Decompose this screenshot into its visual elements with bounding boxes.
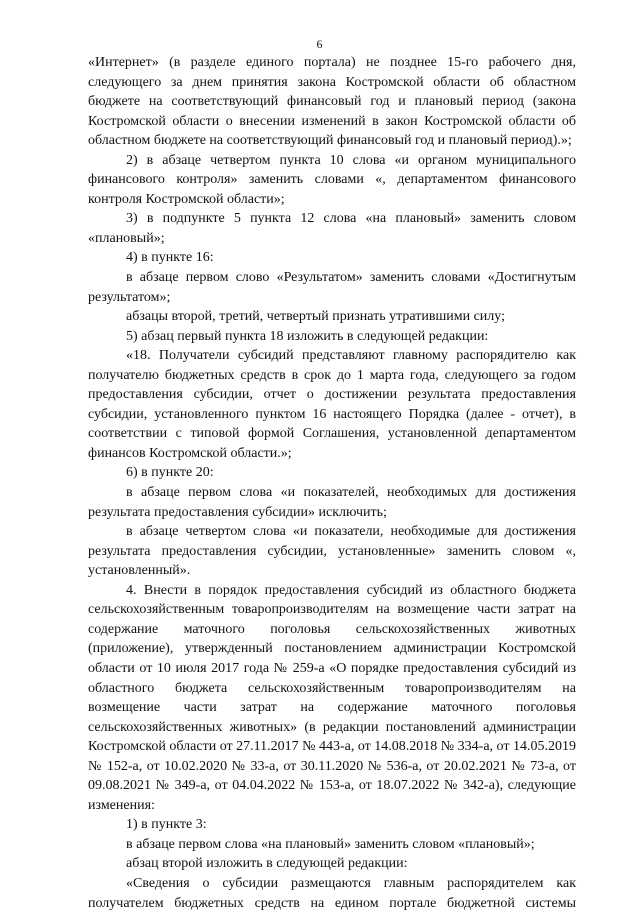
paragraph: в абзаце первом слова «и показателей, необходимых для достижения результата предоставления субсидии» исключить; [88,485,576,520]
paragraph: 4) в пункте 16: [126,250,214,266]
paragraph: «18. Получатели субсидий представляют главному распорядителю как получателю бюджетных средств в срок до 1 марта года, следующего за годом предоставления субсидии, отчет о достижении результата предоставления субсидии, установленного пунктом 16 настоящего Порядка (далее - отчет), в соответствии с типовой формой Соглашения, установленной департаментом финансов Костромской области.»; [88,348,576,461]
paragraph: «Сведения о субсидии размещаются главным распорядителем как получателем бюджетных средств на едином портале бюджетной системы [88,875,576,911]
page-number: 6 [316,37,323,51]
paragraph: 1) в пункте 3: [126,817,207,833]
paragraph: в абзаце четвертом слова «и показатели, необходимые для достижения результата предоставления субсидии, установленные» заменить словом «, установленный». [88,524,576,579]
paragraph: 2) в абзаце четвертом пункта 10 слова «и органом муниципального финансового контроля» заменить словами «, департаментом финансового контроля Костромской области»; [88,152,576,207]
paragraph: абзац второй изложить в следующей редакции: [126,856,408,872]
paragraph: в абзаце первом слова «на плановый» заменить словом «плановый»; [126,836,535,852]
paragraph: в абзаце первом слово «Результатом» заменить словами «Достигнутым результатом»; [88,270,576,305]
document-body [88,53,576,913]
paragraph: 4. Внести в порядок предоставления субсидий из областного бюджета сельскохозяйственным товаропроизводителям на возмещение части затрат на содержание маточного поголовья сельскохозяйственных животных (приложение), утвержденный постановлением администрации Костромской области от 10 июля 2017 года № 259-а «О порядке предоставления субсидий из областного бюджета сельскохозяйственным товаропроизводителям на возмещение части затрат на содержание маточного поголовья сельскохозяйственных животных» (в редакции постановлений администрации Костромской области от 27.11.2017 № 443-а, от 14.08.2018 № 334-а, от 14.05.2019 № 152-а, от 10.02.2020 № 33-а, от 30.11.2020 № 536-а, от 20.02.2021 № 73-а, от 09.08.2021 № 349-а, от 04.04.2022 № 153-а, от 18.07.2022 № 342-а), следующие изменения: [88,582,576,813]
paragraph: 3) в подпункте 5 пункта 12 слова «на плановый» заменить словом «плановый»; [88,211,576,246]
paragraph: 5) абзац первый пункта 18 изложить в следующей редакции: [126,328,489,344]
paragraph: 6) в пункте 20: [126,465,214,481]
paragraph: «Интернет» (в разделе единого портала) не позднее 15-го рабочего дня, следующего за днем принятия закона Костромской области об областном бюджете на соответствующий финансовый год и плановый период (закона Костромской области о внесении изменений в закон Костромской области об областном бюджете на соответствующий финансовый год и плановый период).»; [88,55,576,149]
paragraph: абзацы второй, третий, четвертый признать утратившими силу; [126,309,505,325]
